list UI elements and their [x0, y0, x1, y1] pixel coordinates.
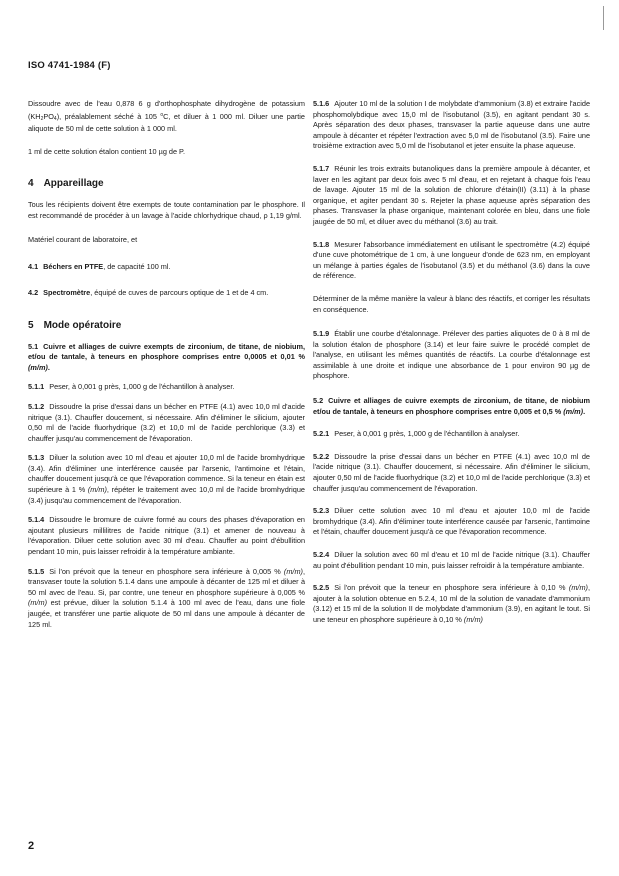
clause: 4.2 Spectromètre, équipé de cuves de parcours optique de 1 et de 4 cm. [28, 288, 269, 298]
paragraph: Déterminer de la même manière la valeur à blanc des réactifs, et corriger les résultats en conséquence. [313, 293, 590, 314]
clause: 5.2.2 Dissoudre la prise d'essai dans un bécher en PTFE (4.1) avec 10,0 ml de l'acide nitrique (3.1). Chauffer doucement, si nécessaire. Afin d'éliminer le silicium, ajouter 0,50 ml de l'acide fluorhydrique (3.2) et 10,0 ml de l'acide perchlorique (3.3) et chauffer jusqu'au commencement de l'évaporation. [313, 451, 590, 493]
clause: 5.2.5 Si l'on prévoit que la teneur en phosphore sera inférieure à 0,10 % (m/m), ajouter à la solution obtenue en 5.2.4, 10 ml de la solution de vanadate d'ammonium (3.12) et 15 ml de la solution II de molybdate d'ammonium (3.9), en agitant le tout. Si une teneur en phosphore supérieure à 0,10 % (m/m) [313, 583, 590, 624]
right-column [313, 99, 590, 635]
clause: 5.1.1 Peser, à 0,001 g près, 1,000 g de l'échantillon à analyser. [28, 382, 235, 392]
paragraph: Tous les récipients doivent être exempts de toute contamination par le phosphore. Il est recommandé de procéder à un lavage à l'acide chlorhydrique chaud, ρ 1,19 g/ml. [28, 199, 305, 220]
section-heading: 4 Appareillage [28, 178, 104, 190]
clause: 5.2 Cuivre et alliages de cuivre exempts de zirconium, de titane, de niobium et/ou de tantale, à teneurs en phosphore comprises entre 0,005 et 0,5 % (m/m). [313, 396, 590, 416]
left-column [28, 99, 305, 639]
clause: 5.1.9 Établir une courbe d'étalonnage. Prélever des parties aliquotes de 0 à 8 ml de la solution étalon de phosphore (3.14) et leur faire suivre le procédé complet de l'analyse, en utilisant les mêmes quantités de réactifs. La courbe d'étalonnage est assimilable à une droite et indique une absorbance de 1 pour environ 90 µg de phosphore. [313, 329, 590, 381]
clause: 5.2.4 Diluer la solution avec 60 ml d'eau et 10 ml de l'acide nitrique (3.1). Chauffer au point d'ébullition pendant 10 min, puis laisser refroidir à la température ambiante. [313, 550, 590, 570]
clause: 5.1 Cuivre et alliages de cuivre exempts de zirconium, de titane, de niobium, et/ou de tantale, à teneurs en phosphore comprises entre 0,0005 et 0,01 % (m/m). [28, 341, 305, 372]
clause: 5.1.3 Diluer la solution avec 10 ml d'eau et ajouter 10,0 ml de l'acide bromhydrique (3.4). Afin d'éliminer une interférence causée par l'arsenic, l'antimoine et l'étain, chauffer doucement jusqu'à ce que l'évaporation commence. Si la teneur en étain est supérieure à 1 % (m/m), répéter le traitement avec 10,0 ml de l'acide bromhydrique (3.4) jusqu'au commencement de l'évaporation. [28, 453, 305, 505]
page-number: 2 [28, 840, 35, 852]
document-header: ISO 4741-1984 (F) [28, 60, 111, 71]
clause: 5.1.2 Dissoudre la prise d'essai dans un bécher en PTFE (4.1) avec 10,0 ml d'acide nitrique (3.1). Chauffer doucement, si nécessaire. Afin d'éliminer le silicium, ajouter 0,50 ml de l'acide fluorhydrique (3.2) et 10,0 ml de l'acide perchlorique (3.3) et chauffer jusqu'au commencement de l'évaporation. [28, 401, 305, 443]
paragraph: 1 ml de cette solution étalon contient 10 µg de P. [28, 146, 186, 156]
clause: 5.2.3 Diluer cette solution avec 10 ml d'eau et ajouter 10,0 ml de l'acide bromhydrique (3.4). Afin d'éliminer toute interférence causée par l'arsenic, l'antimoine et l'étain, chauffer doucement jusqu'à ce que l'évaporation recommence. [313, 506, 590, 537]
paragraph: Dissoudre avec de l'eau 0,878 6 g d'orthophosphate dihydrogène de potassium $(KH_2PO_4)$, préalablement séché à 105 $^o$C, et diluer à 1 000 ml. Diluer une partie aliquote de 50 ml de cette solution à 1 000 ml. [28, 99, 305, 134]
clause: 4.1 Béchers en PTFE, de capacité 100 ml. [28, 261, 171, 271]
paragraph: Matériel courant de laboratoire, et [28, 235, 138, 245]
clause: 5.1.7 Réunir les trois extraits butanoliques dans la première ampoule à décanter, et laver en les agitant par deux fois avec 5 ml d'eau, et en rejetant à chaque fois l'eau de lavage. Ajouter 15 ml de la solution de chlorure d'étain(II) (3.11) à la phase organique, et agiter pendant 30 s. Rejeter la phase aqueuse après séparation des phases. Transvaser la phase organique, maintenant colorée en bleu, dans une fiole jaugée de 50 ml, et diluer avec du méthanol (3.6) au trait. [313, 163, 590, 226]
section-heading: 5 Mode opératoire [28, 319, 122, 331]
clause: 5.1.4 Dissoudre le bromure de cuivre formé au cours des phases d'évaporation en ajoutant plusieurs millilitres de l'acide nitrique (3.1) et amener de nouveau à l'évaporation. Diluer cette solution avec 30 ml d'eau. Chauffer au point d'ébullition pendant 10 min, puis laisser refroidir à la température ambiante. [28, 515, 305, 557]
clause: 5.1.8 Mesurer l'absorbance immédiatement en utilisant le spectromètre (4.2) équipé d'une cuve photométrique de 1 cm, à une longueur d'onde de 623 nm, en employant un mélange à parties égales de l'isobutanol (3.5) et du méthanol (3.6) dans la cuve de référence. [313, 239, 590, 281]
clause: 5.2.1 Peser, à 0,001 g près, 1,000 g de l'échantillon à analyser. [313, 429, 520, 439]
clause: 5.1.5 Si l'on prévoit que la teneur en phosphore sera inférieure à 0,005 % (m/m), transvaser toute la solution 5.1.4 dans une ampoule à décanter de 125 ml et diluer à 50 ml avec de l'eau. Si, par contre, une teneur en phosphore supérieure à 0,005 % (m/m) est prévue, diluer la solution 5.1.4 à 100 ml avec de l'eau, dans une fiole jaugée, et transférer une partie aliquote de 50 ml dans une ampoule à décanter de 125 ml. [28, 566, 305, 629]
scan-mark [603, 6, 604, 30]
clause: 5.1.6 Ajouter 10 ml de la solution I de molybdate d'ammonium (3.8) et extraire l'acide phosphomolybdique avec 15,0 ml de l'isobutanol (3.5), en agitant pendant 30 s. Après séparation des deux phases, transvaser la partie aqueuse dans une autre ampoule à décanter et répéter l'extraction avec 5,0 ml de l'isobutanol (3.5). Faire une troisième extraction avec 5,0 ml de l'isobutanol et jeter ensuite la phase aqueuse. [313, 99, 590, 151]
